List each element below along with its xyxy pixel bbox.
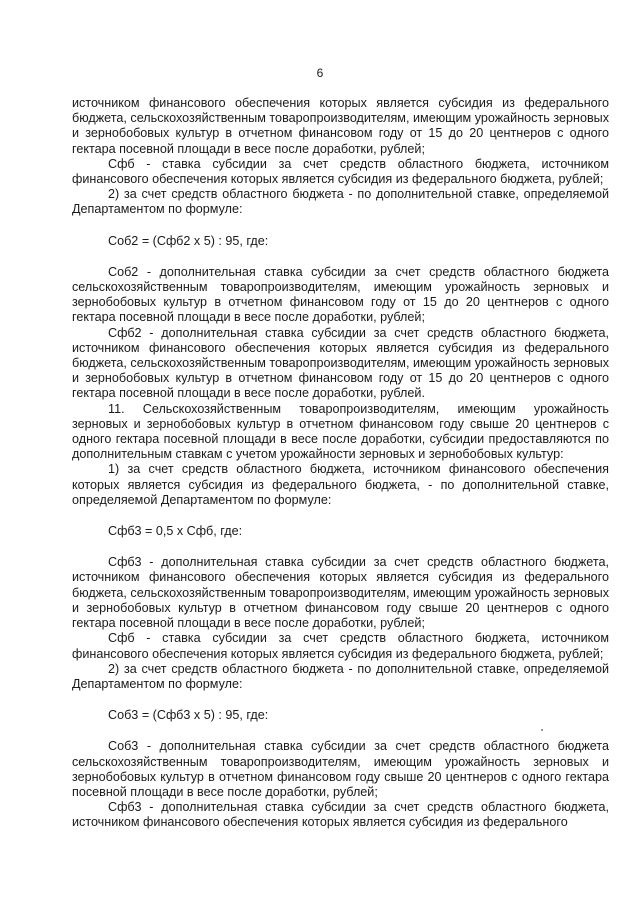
paragraph-sfb-definition: Сфб - ставка субсидии за счет средств областного бюджета, источником финансового обеспечения которых является субсидия из федерального бюджета, рублей; [72,156,609,187]
paragraph-item-2b: 2) за счет средств областного бюджета - по дополнительной ставке, определяемой Департаментом по формуле: [72,661,609,691]
paragraph-sfb2-definition: Сфб2 - дополнительная ставка субсидии за счет средств областного бюджета, источником финансового обеспечения которых является субсидия из федерального бюджета, сельскохозяйственным товаропроизводителям, имеющим урожайность зерновых и зернобобовых культур в отчетном финансовом году от 15 до 20 центнеров с одного гектара посевной площади в весе после доработки, рублей. [72,325,609,401]
paragraph-item-1: 1) за счет средств областного бюджета, источником финансового обеспечения которых является субсидия из федерального бюджета, - по дополнительной ставке, определяемой Департаментом по формуле: [72,462,609,507]
formula-sob2: Соб2 = (Сфб2 х 5) : 95, где: [108,233,269,248]
page-number: 6 [316,66,324,80]
formula-sfb3: Сфб3 = 0,5 х Сфб, где: [108,524,243,539]
paragraph-section-11: 11. Сельскохозяйственным товаропроизводителям, имеющим урожайность зерновых и зернобобовых культур в отчетном финансовом году свыше 20 центнеров с одного гектара посевной площади в весе после доработки, субсидии предоставляются по дополнительным ставкам с учетом урожайности зерновых и зернобобовых культур: [72,401,609,462]
paragraph-continuation: источником финансового обеспечения которых является субсидия из федерального бюджета, сельскохозяйственным товаропроизводителям, имеющим урожайность зерновых и зернобобовых культур в отчетном финансовом году от 15 до 20 центнеров с одного гектара посевной площади в весе после доработки, рублей; [72,96,609,156]
paragraph-item-2: 2) за счет средств областного бюджета - по дополнительной ставке, определяемой Департаментом по формуле: [72,187,609,217]
paragraph-sob2-definition: Соб2 - дополнительная ставка субсидии за счет средств областного бюджета сельскохозяйственным товаропроизводителям, имеющим урожайность зерновых и зернобобовых культур в отчетном финансовом году от 15 до 20 центнеров с одного гектара посевной площади в весе после доработки, рублей; [72,264,609,325]
formula-sob3: Соб3 = (Сфб3 х 5) : 95, где: [108,708,269,723]
scan-speck [541,729,543,731]
paragraph-sob3-definition: Соб3 - дополнительная ставка субсидии за счет средств областного бюджета сельскохозяйственным товаропроизводителям, имеющим урожайность зерновых и зернобобовых культур в отчетном финансовом году свыше 20 центнеров с одного гектара посевной площади в весе после доработки, рублей; [72,739,609,799]
paragraph-sfb3-definition: Сфб3 - дополнительная ставка субсидии за счет средств областного бюджета, источником финансового обеспечения которых является субсидия из федерального бюджета, сельскохозяйственным товаропроизводителям, имеющим урожайность зерновых и зернобобовых культур в отчетном финансовом году свыше 20 центнеров с одного гектара посевной площади в весе после доработки, рублей; [72,555,609,631]
paragraph-sfb-definition-2: Сфб - ставка субсидии за счет средств областного бюджета, источником финансового обеспечения которых является субсидия из федерального бюджета, рублей; [72,631,609,661]
paragraph-sfb3-definition-2: Сфб3 - дополнительная ставка субсидии за счет средств областного бюджета, источником финансового обеспечения которых является субсидия из федерального [72,800,609,830]
document-body [72,96,609,831]
